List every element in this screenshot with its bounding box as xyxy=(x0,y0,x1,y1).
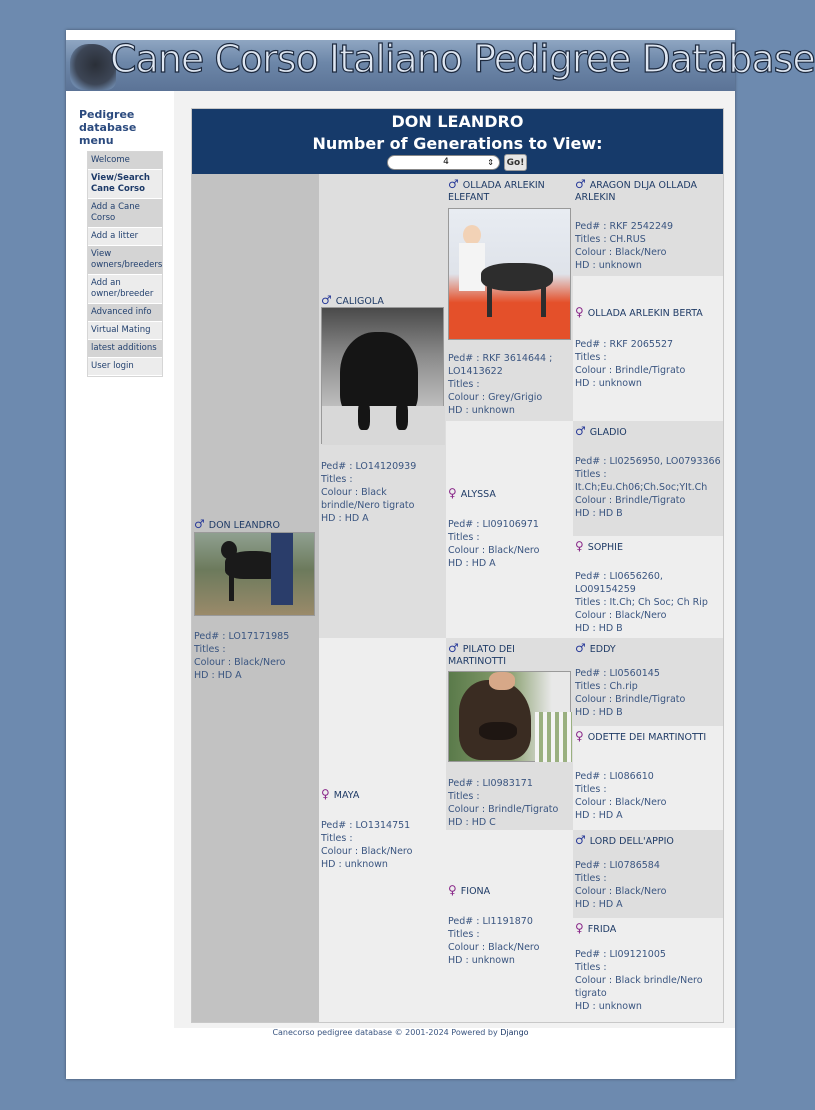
main-content xyxy=(174,91,735,1028)
dog-details: Ped# : LO17171985 Titles : Colour : Black/Nero HD : HD A xyxy=(194,631,290,681)
pedigree-cell-sdd xyxy=(573,536,723,638)
pedigree-cell-sd xyxy=(446,421,573,638)
pedigree-cell-dam xyxy=(319,638,446,1022)
dog-link[interactable]: ♀ SOPHIE xyxy=(575,539,623,553)
dog-details: Ped# : LI0256950, LO0793366 Titles : It.Ch;Eu.Ch06;Ch.Soc;YIt.Ch Colour : Brindle/Tigrato HD : HD B xyxy=(575,456,721,519)
pedigree-cell-ssd xyxy=(573,276,723,421)
dog-details: Ped# : LI0786584 Titles : Colour : Black/Nero HD : HD A xyxy=(575,860,667,910)
dog-details: Ped# : LI0983171 Titles : Colour : Brindle/Tigrato HD : HD C xyxy=(448,778,559,828)
female-icon: ♀ xyxy=(575,729,584,743)
dog-photo[interactable] xyxy=(321,307,444,444)
footer-text: Canecorso pedigree database © 2001-2024 Powered by xyxy=(272,1028,498,1037)
male-icon: ♂ xyxy=(575,424,586,438)
female-icon: ♀ xyxy=(321,787,330,801)
dog-link[interactable]: ♂ LORD DELL'APPIO xyxy=(575,833,674,847)
dog-details: Ped# : RKF 2065527 Titles : Colour : Brindle/Tigrato HD : unknown xyxy=(575,339,686,389)
female-icon: ♀ xyxy=(448,486,457,500)
go-button[interactable]: Go! xyxy=(504,154,527,171)
pedigree-cell-ds xyxy=(446,638,573,830)
male-icon: ♂ xyxy=(448,641,459,655)
male-icon: ♂ xyxy=(575,641,586,655)
menu-item-view-owners[interactable]: View owners/breeders xyxy=(88,246,162,275)
dog-details: Ped# : RKF 3614644 ; LO1413622 Titles : Colour : Grey/Grigio HD : unknown xyxy=(448,353,553,416)
menu-item-add-cane-corso[interactable]: Add a Cane Corso xyxy=(88,199,162,228)
site-title: Cane Corso Italiano Pedigree Database xyxy=(110,37,815,81)
dog-link[interactable]: ♂ GLADIO xyxy=(575,424,627,438)
dog-link[interactable]: ♀ ALYSSA xyxy=(448,486,496,500)
pedigree-cell-dsd xyxy=(573,726,723,830)
dog-details: Ped# : LI0656260, LO09154259 Titles : It.Ch; Ch Soc; Ch Rip Colour : Black/Nero HD : HD B xyxy=(575,571,708,634)
dog-details: Ped# : LI0560145 Titles : Ch.rip Colour : Brindle/Tigrato HD : HD B xyxy=(575,668,686,718)
female-icon: ♀ xyxy=(575,921,584,935)
menu-item-add-owner[interactable]: Add an owner/breeder xyxy=(88,275,162,304)
menu-title: Pedigree database menu xyxy=(79,108,137,147)
sidebar xyxy=(66,91,174,1028)
footer xyxy=(66,1028,735,1037)
menu-item-user-login[interactable]: User login xyxy=(88,358,162,376)
pedigree-cell-subject xyxy=(192,174,319,1022)
dog-link[interactable]: ♂ OLLADA ARLEKIN ELEFANT xyxy=(448,177,545,203)
dog-link[interactable]: ♀ FRIDA xyxy=(575,921,617,935)
generations-select[interactable] xyxy=(387,155,500,170)
dog-link[interactable]: ♀ ODETTE DEI MARTINOTTI xyxy=(575,729,707,743)
dog-details: Ped# : LO14120939 Titles : Colour : Black brindle/Nero tigrato HD : HD A xyxy=(321,461,417,524)
site-banner[interactable] xyxy=(66,37,815,91)
menu-item-latest-additions[interactable]: latest additions xyxy=(88,340,162,358)
dog-link[interactable]: ♀ FIONA xyxy=(448,883,491,897)
dog-link[interactable]: ♂ CALIGOLA xyxy=(321,293,384,307)
female-icon: ♀ xyxy=(575,305,584,319)
dog-photo[interactable] xyxy=(448,671,571,762)
dog-link[interactable]: ♂ ARAGON DLJA OLLADA ARLEKIN xyxy=(575,177,697,203)
menu-item-add-litter[interactable]: Add a litter xyxy=(88,228,162,246)
django-link[interactable]: Django xyxy=(500,1028,529,1037)
menu-item-view-search[interactable]: View/Search Cane Corso xyxy=(88,170,162,199)
dog-link[interactable]: ♀ OLLADA ARLEKIN BERTA xyxy=(575,305,703,319)
generations-value: 4 xyxy=(443,157,449,167)
male-icon: ♂ xyxy=(575,833,586,847)
pedigree-cell-sire xyxy=(319,174,446,638)
dog-photo[interactable] xyxy=(448,208,571,340)
pedigree-table xyxy=(191,108,724,1023)
female-icon: ♀ xyxy=(448,883,457,897)
page-title: DON LEANDRO xyxy=(391,112,524,131)
dog-details: Ped# : LO1314751 Titles : Colour : Black/Nero HD : unknown xyxy=(321,820,413,870)
dog-link[interactable]: ♂ PILATO DEI MARTINOTTI xyxy=(448,641,515,667)
menu-item-advanced-info[interactable]: Advanced info xyxy=(88,304,162,322)
pedigree-cell-ddd xyxy=(573,918,723,1022)
male-icon: ♂ xyxy=(448,177,459,191)
dog-link[interactable]: ♀ MAYA xyxy=(321,787,360,801)
male-icon: ♂ xyxy=(575,177,586,191)
pedigree-cell-dds xyxy=(573,830,723,918)
pedigree-cell-dd xyxy=(446,830,573,1022)
dog-details: Ped# : LI09121005 Titles : Colour : Black brindle/Nero tigrato HD : unknown xyxy=(575,949,703,1012)
pedigree-header xyxy=(192,109,723,174)
page-container xyxy=(66,30,815,1079)
pedigree-cell-ss xyxy=(446,174,573,421)
male-icon: ♂ xyxy=(321,293,332,307)
pedigree-cell-sss xyxy=(573,174,723,276)
chevron-updown-icon: ⇕ xyxy=(487,158,494,167)
pedigree-cell-sds xyxy=(573,421,723,536)
pedigree-cell-dss xyxy=(573,638,723,726)
dog-details: Ped# : LI1191870 Titles : Colour : Black/Nero HD : unknown xyxy=(448,916,540,966)
dog-details: Ped# : LI086610 Titles : Colour : Black/Nero HD : HD A xyxy=(575,771,667,821)
dog-link[interactable]: ♂ DON LEANDRO xyxy=(194,517,280,531)
female-icon: ♀ xyxy=(575,539,584,553)
dog-photo[interactable] xyxy=(194,532,315,616)
generations-label: Number of Generations to View: xyxy=(312,134,603,153)
male-icon: ♂ xyxy=(194,517,205,531)
menu-list xyxy=(87,151,163,377)
dog-details: Ped# : RKF 2542249 Titles : CH.RUS Colour : Black/Nero HD : unknown xyxy=(575,221,674,271)
menu-item-welcome[interactable]: Welcome xyxy=(88,152,162,170)
dog-link[interactable]: ♂ EDDY xyxy=(575,641,616,655)
dog-details: Ped# : LI09106971 Titles : Colour : Black/Nero HD : HD A xyxy=(448,519,540,569)
menu-item-virtual-mating[interactable]: Virtual Mating xyxy=(88,322,162,340)
